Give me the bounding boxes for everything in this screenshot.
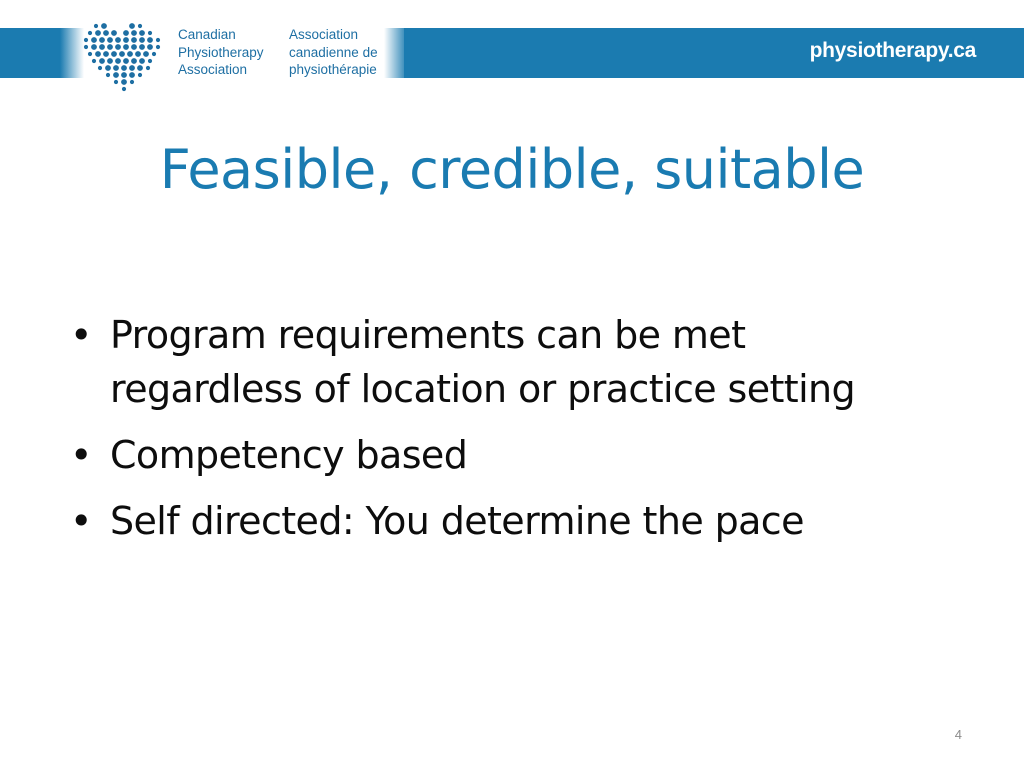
org-name-fr-line: Association <box>289 27 359 42</box>
logo-dot <box>121 72 127 78</box>
bullet-dot: • <box>70 313 92 357</box>
org-name-en-line: Association <box>178 62 248 77</box>
logo-dot <box>138 24 142 28</box>
logo-dot <box>91 44 97 50</box>
logo-dot <box>111 30 117 36</box>
org-name-french <box>289 26 378 79</box>
logo-dot <box>91 37 97 43</box>
bullet-item <box>64 308 984 416</box>
logo-dot <box>147 37 153 43</box>
logo-dot <box>139 58 145 64</box>
logo-dot <box>105 65 111 71</box>
org-name-en-line: Physiotherapy <box>178 44 264 60</box>
logo-dot <box>131 58 137 64</box>
logo-dot <box>107 44 113 50</box>
logo-dot <box>148 59 152 63</box>
logo-dot <box>88 31 92 35</box>
logo-dot <box>115 44 121 50</box>
logo-dot <box>99 44 105 50</box>
org-name-fr-line: canadienne de <box>289 44 378 60</box>
bullet-dot: • <box>70 433 92 477</box>
logo-dot <box>146 66 150 70</box>
logo-dot <box>129 23 135 29</box>
logo-dot <box>123 37 129 43</box>
logo-dot <box>122 87 126 91</box>
logo-dot <box>123 58 129 64</box>
logo-dot <box>115 37 121 43</box>
bullet-list <box>64 308 984 560</box>
logo-dot <box>129 72 135 78</box>
logo-dot <box>103 51 109 57</box>
logo-dot <box>99 58 105 64</box>
bullet-line: Competency based <box>110 433 468 477</box>
bullet-dot: • <box>70 499 92 543</box>
org-name-en-line: Canadian <box>178 27 236 42</box>
logo-dot <box>101 23 107 29</box>
bullet-line: regardless of location or practice setting <box>110 367 856 411</box>
logo-dot <box>139 30 145 36</box>
logo-dot <box>130 80 134 84</box>
logo-dot <box>139 44 145 50</box>
logo-dot <box>121 79 127 85</box>
page-number: 4 <box>954 727 962 742</box>
logo-dot <box>103 30 109 36</box>
slide-title: Feasible, credible, suitable <box>159 138 865 201</box>
logo-dot <box>113 72 119 78</box>
logo-dot <box>92 59 96 63</box>
logo-dot <box>111 51 117 57</box>
org-name-fr-line: physiothérapie <box>289 62 377 77</box>
logo-dot <box>95 51 101 57</box>
logo-dot <box>148 31 152 35</box>
logo-dot <box>107 58 113 64</box>
logo-dot <box>114 80 118 84</box>
logo-dot <box>95 30 101 36</box>
logo-dot <box>119 51 125 57</box>
bullet-line: Program requirements can be met <box>110 313 746 357</box>
logo-dot <box>99 37 105 43</box>
logo-dot <box>131 44 137 50</box>
logo-dot <box>107 37 113 43</box>
site-link[interactable]: physiotherapy.ca <box>809 39 976 62</box>
logo-dot <box>88 52 92 56</box>
bullet-item <box>64 428 984 482</box>
logo-dot <box>131 37 137 43</box>
logo-dot <box>123 30 129 36</box>
logo-dot <box>84 45 88 49</box>
logo-dot <box>115 58 121 64</box>
logo-dot <box>137 65 143 71</box>
logo-dot <box>135 51 141 57</box>
logo-dot <box>113 65 119 71</box>
logo-dot <box>106 73 110 77</box>
logo-dot <box>139 37 145 43</box>
logo-dot <box>98 66 102 70</box>
logo-dot <box>84 38 88 42</box>
logo-dot <box>121 65 127 71</box>
logo-dot <box>94 24 98 28</box>
logo-dot <box>156 45 160 49</box>
logo-dot <box>123 44 129 50</box>
header-band-left <box>0 28 66 78</box>
logo-dot <box>129 65 135 71</box>
bullet-line: Self directed: You determine the pace <box>110 499 804 543</box>
logo-dot <box>131 30 137 36</box>
heart-of-dots-icon <box>80 20 170 98</box>
logo-dot <box>156 38 160 42</box>
org-name-english <box>178 26 264 79</box>
bullet-item <box>64 494 984 548</box>
logo-dot <box>147 44 153 50</box>
logo-dot <box>152 52 156 56</box>
logo-dot <box>143 51 149 57</box>
logo-dot <box>127 51 133 57</box>
logo-dot <box>138 73 142 77</box>
